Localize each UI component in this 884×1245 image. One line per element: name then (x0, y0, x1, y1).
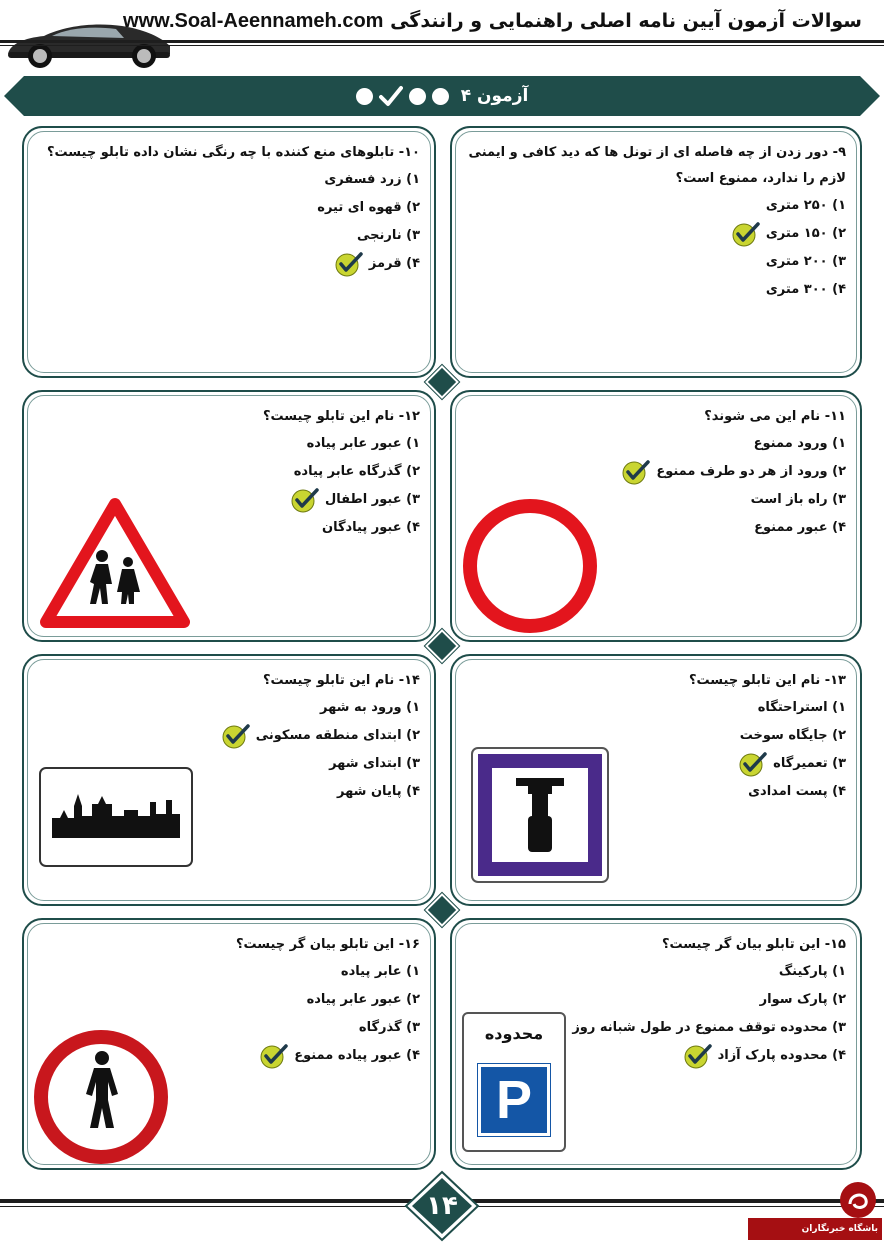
parking-zone-sign (462, 1012, 566, 1152)
option-4[interactable]: ۴) عبور ممنوع (754, 520, 846, 535)
option-2[interactable]: ۲) عبور عابر پیاده (306, 992, 420, 1007)
header-divider-thin (0, 45, 884, 46)
option-2[interactable]: ۲) ۱۵۰ متری (462, 220, 846, 248)
question-card-15 (450, 918, 862, 1170)
correct-answer-check-icon (739, 751, 767, 777)
option-3[interactable]: ۳) ابتدای شهر (329, 756, 420, 771)
question-card-11 (450, 390, 862, 642)
option-2[interactable]: ۲) جایگاه سوخت (739, 728, 846, 743)
page-number-badge (404, 1170, 480, 1242)
question-card-12 (22, 390, 436, 642)
option-2[interactable]: ۲) ابتدای منطقه مسکونی (34, 722, 420, 750)
option-4[interactable]: ۴) محدوده پارک آزاد (462, 1042, 846, 1070)
option-2[interactable]: ۲) ورود از هر دو طرف ممنوع (462, 458, 846, 486)
question-card-14 (22, 654, 436, 906)
question-text: ۱۰- تابلوهای منع کننده با چه رنگی نشان داده تابلو چیست؟ (47, 145, 420, 160)
option-3[interactable]: ۳) عبور اطفال (34, 486, 420, 514)
site-url: www.Soal-Aeennameh.com (123, 10, 384, 32)
header-title (103, 10, 862, 33)
option-2[interactable]: ۲) گذرگاه عابر پیاده (293, 464, 420, 479)
correct-answer-check-icon (684, 1043, 712, 1069)
header-divider (0, 40, 884, 43)
question-text: ۱۳- نام این تابلو چیست؟ (688, 673, 846, 688)
option-3[interactable]: ۳) ۲۰۰ متری (765, 254, 846, 269)
question-text: ۱۱- نام این می شوند؟ (704, 409, 846, 424)
question-card-13 (450, 654, 862, 906)
option-4[interactable]: ۴) قرمز (34, 250, 420, 278)
correct-answer-check-icon (732, 221, 760, 247)
watermark-logo-icon (838, 1180, 878, 1220)
option-1[interactable]: ۱) ورود به شهر (320, 700, 420, 715)
dot-icon (409, 88, 426, 105)
dot-icon (432, 88, 449, 105)
exam-title: آزمون ۴ (460, 86, 529, 106)
exam-banner (4, 76, 880, 116)
option-2[interactable]: ۲) پارک سوار (759, 992, 846, 1007)
option-1[interactable]: ۱) ۲۵۰ متری (765, 198, 846, 213)
town-start-sign-icon (38, 766, 194, 868)
option-1[interactable]: ۱) استراحتگاه (757, 700, 846, 715)
option-3[interactable]: ۳) گذرگاه (358, 1020, 420, 1035)
correct-answer-check-icon (622, 459, 650, 485)
option-1[interactable]: ۱) عابر پیاده (340, 964, 420, 979)
option-2[interactable]: ۲) قهوه ای تیره (317, 200, 420, 215)
option-3[interactable]: ۳) محدوده توقف ممنوع در طول شبانه روز (572, 1020, 846, 1035)
question-card-16 (22, 918, 436, 1170)
no-vehicles-sign-icon (460, 496, 600, 636)
option-3[interactable]: ۳) نارنجی (356, 228, 420, 243)
option-4[interactable]: ۴) ۳۰۰ متری (765, 282, 846, 297)
option-1[interactable]: ۱) ورود ممنوع (753, 436, 846, 451)
option-4[interactable]: ۴) پست امدادی (748, 784, 846, 799)
correct-answer-check-icon (260, 1043, 288, 1069)
correct-answer-check-icon (291, 487, 319, 513)
question-text: ۱۴- نام این تابلو چیست؟ (262, 673, 420, 688)
correct-answer-check-icon (222, 723, 250, 749)
parking-zone-sign-label: محدوده (484, 1024, 544, 1043)
correct-answer-check-icon (335, 251, 363, 277)
page-header (0, 0, 884, 72)
option-3[interactable]: ۳) تعمیرگاه (462, 750, 846, 778)
question-text: ۱۶- این تابلو بیان گر چیست؟ (235, 937, 420, 952)
checkmark-icon (379, 85, 403, 107)
watermark-text: باشگاه خبرنگاران (748, 1218, 882, 1240)
children-crossing-sign-icon (40, 496, 190, 630)
question-text: ۹- دور زدن از چه فاصله ای از تونل ها که دید کافی و ایمنی لازم را ندارد، ممنوع است؟ (468, 145, 846, 186)
option-1[interactable]: ۱) عبور عابر پیاده (306, 436, 420, 451)
dot-icon (356, 88, 373, 105)
question-card-9 (450, 126, 862, 378)
no-pedestrians-sign-icon (32, 1028, 170, 1166)
question-text: ۱۵- این تابلو بیان گر چیست؟ (661, 937, 846, 952)
option-1[interactable]: ۱) زرد فسفری (324, 172, 420, 187)
question-card-10 (22, 126, 436, 378)
repair-shop-sign-icon (470, 746, 610, 884)
page-number: ۱۴ (426, 1191, 458, 1221)
option-4[interactable]: ۴) عبور پیادگان (321, 520, 420, 535)
parking-p-icon: P (478, 1064, 550, 1136)
option-3[interactable]: ۳) راه باز است (750, 492, 846, 507)
option-4[interactable]: ۴) عبور پیاده ممنوع (34, 1042, 420, 1070)
option-4[interactable]: ۴) پایان شهر (336, 784, 420, 799)
question-text: ۱۲- نام این تابلو چیست؟ (262, 409, 420, 424)
watermark (748, 1180, 882, 1242)
header-title-text: سوالات آزمون آیین نامه اصلی راهنمایی و رانندگی (390, 10, 862, 32)
option-1[interactable]: ۱) پارکینگ (778, 964, 846, 979)
